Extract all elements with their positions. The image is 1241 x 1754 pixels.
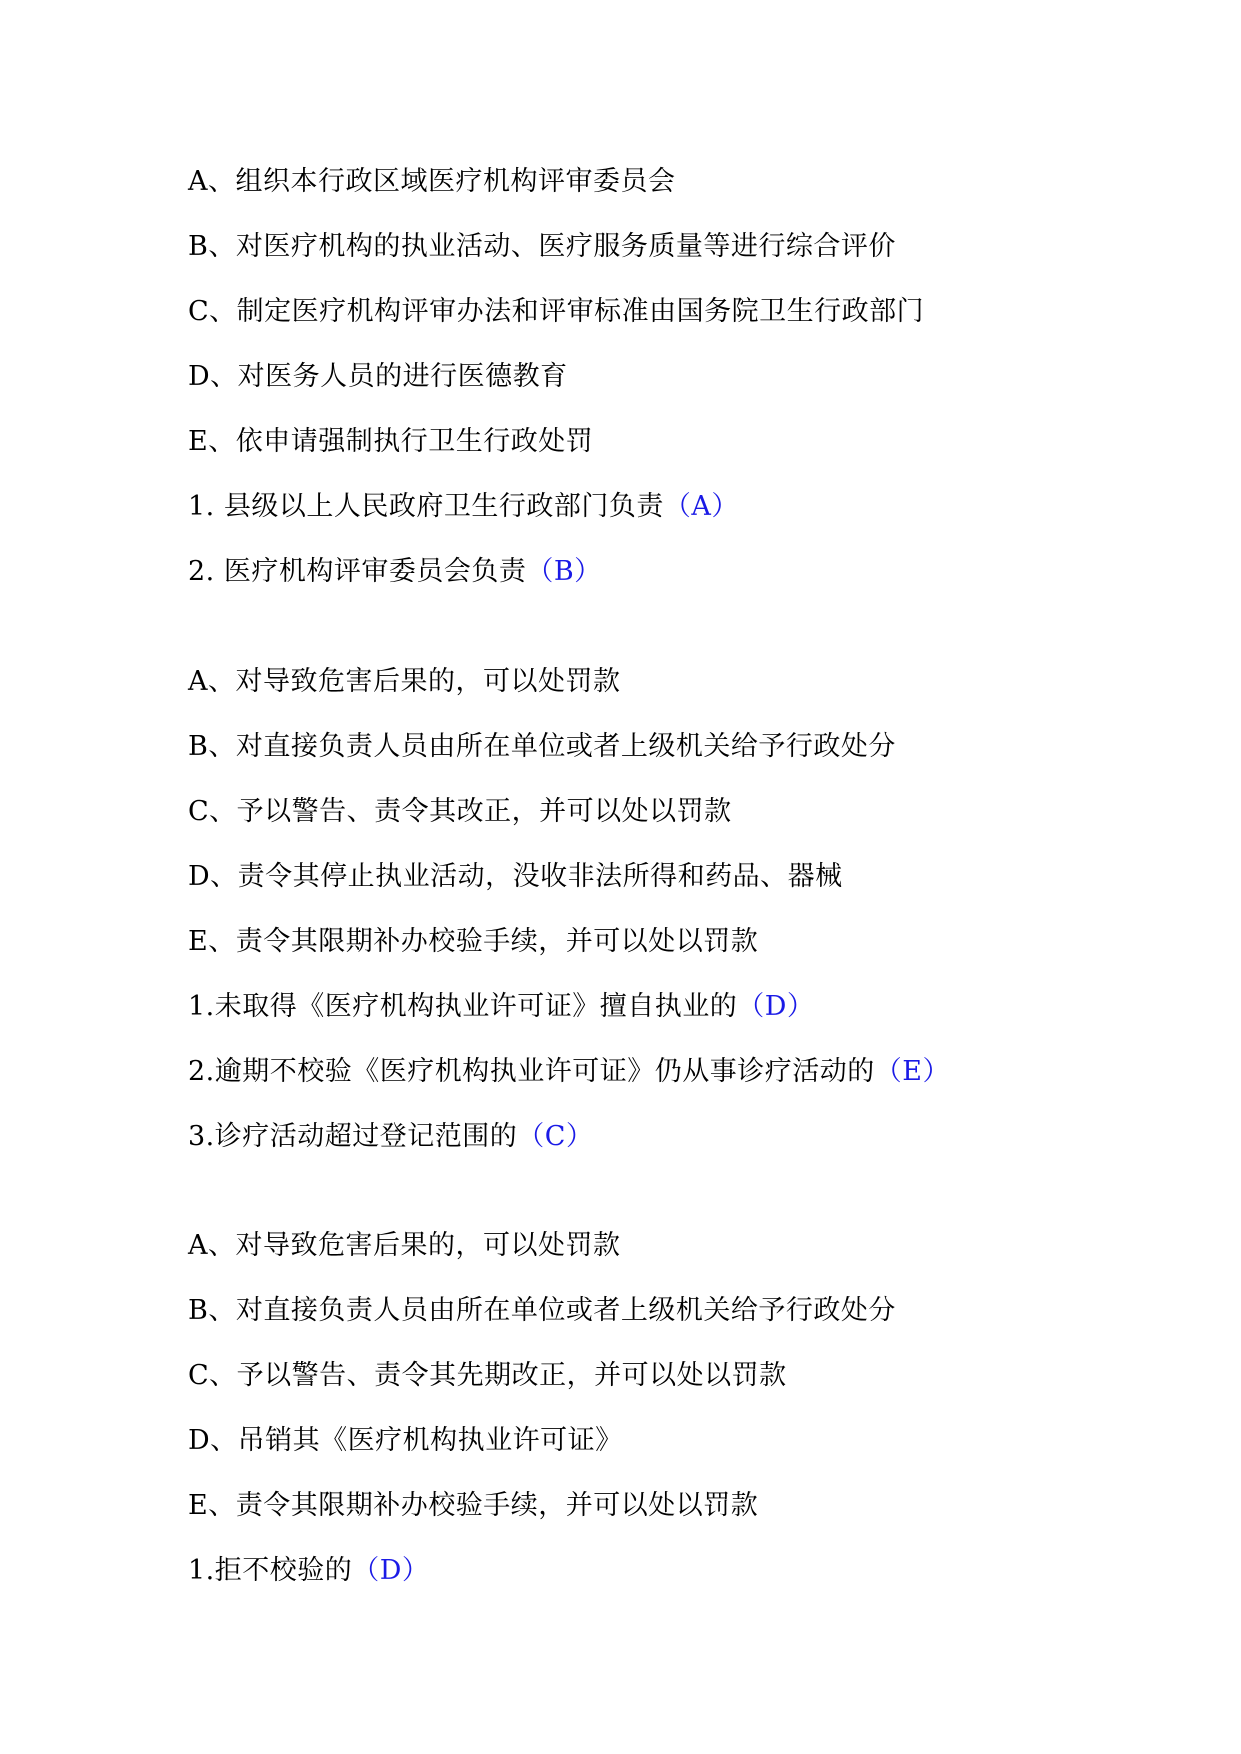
option-line: B、对直接负责人员由所在单位或者上级机关给予行政处分 — [188, 731, 896, 762]
answer-text: （E） — [874, 1056, 950, 1087]
question-text: 3.诊疗活动超过登记范围的 — [188, 1121, 518, 1152]
question-text: 1.拒不校验的 — [188, 1555, 353, 1586]
question-line — [188, 554, 602, 590]
option-line: E、责令其限期补办校验手续，并可以处以罚款 — [188, 1490, 759, 1521]
answer-text: （D） — [352, 1555, 430, 1586]
option-line: C、予以警告、责令其先期改正，并可以处以罚款 — [188, 1360, 787, 1391]
question-text: 2.逾期不校验《医疗机构执业许可证》仍从事诊疗活动的 — [188, 1056, 875, 1087]
option-line: B、对医疗机构的执业活动、医疗服务质量等进行综合评价 — [188, 231, 896, 262]
question-text: 1. 县级以上人民政府卫生行政部门负责 — [188, 491, 664, 522]
question-line — [188, 489, 739, 525]
option-line: A、组织本行政区域医疗机构评审委员会 — [188, 166, 676, 197]
option-line: D、吊销其《医疗机构执业许可证》 — [188, 1425, 623, 1456]
question-line — [188, 1119, 593, 1155]
option-line: D、对医务人员的进行医德教育 — [188, 361, 568, 392]
option-line: E、责令其限期补办校验手续，并可以处以罚款 — [188, 926, 759, 957]
option-line: C、制定医疗机构评审办法和评审标准由国务院卫生行政部门 — [188, 296, 925, 327]
answer-text: （B） — [526, 556, 602, 587]
answer-text: （C） — [517, 1121, 594, 1152]
option-line: E、依申请强制执行卫生行政处罚 — [188, 426, 594, 457]
question-text: 1.未取得《医疗机构执业许可证》擅自执业的 — [188, 991, 738, 1022]
question-line — [188, 1553, 429, 1589]
option-line: D、责令其停止执业活动，没收非法所得和药品、器械 — [188, 861, 843, 892]
option-line: B、对直接负责人员由所在单位或者上级机关给予行政处分 — [188, 1295, 896, 1326]
option-line: C、予以警告、责令其改正，并可以处以罚款 — [188, 796, 732, 827]
option-line: A、对导致危害后果的，可以处罚款 — [188, 666, 621, 697]
question-line — [188, 989, 814, 1025]
answer-text: （D） — [737, 991, 815, 1022]
answer-text: （A） — [663, 491, 739, 522]
question-line — [188, 1054, 950, 1090]
question-text: 2. 医疗机构评审委员会负责 — [188, 556, 527, 587]
option-line: A、对导致危害后果的，可以处罚款 — [188, 1230, 621, 1261]
